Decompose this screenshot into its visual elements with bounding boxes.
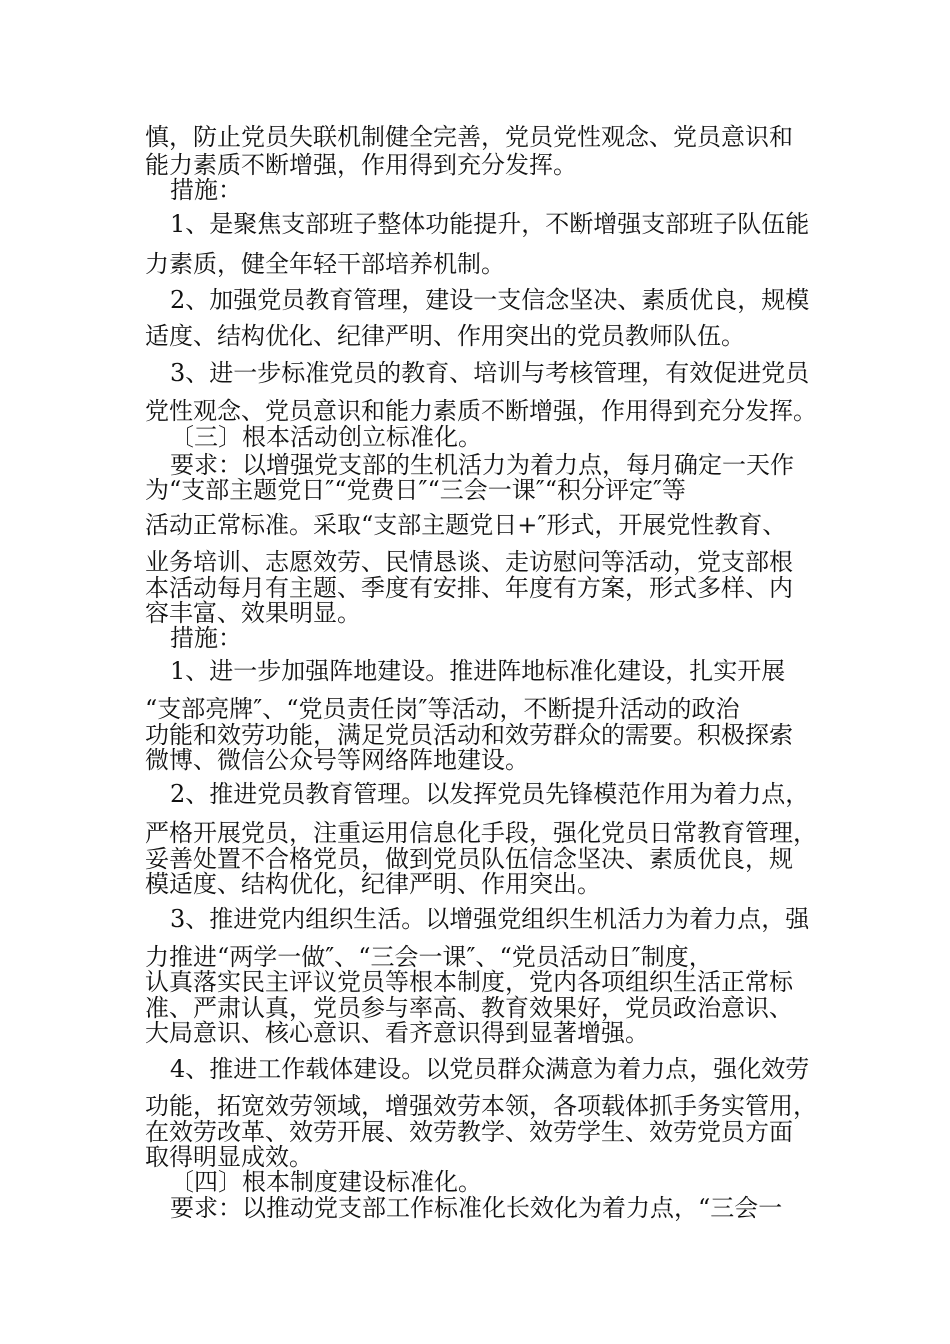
text-line: 要求：以增强党支部的生机活力为着力点，每月确定一天作 (170, 451, 794, 479)
text-line: 活动正常标准。采取“支部主题党日+″形式，开展党性教育、 (145, 511, 787, 539)
text-line: 大局意识、核心意识、看齐意识得到显著增强。 (145, 1019, 649, 1047)
text-line: 4、推进工作载体建设。以党员群众满意为着力点，强化效劳 (170, 1055, 810, 1083)
section-heading: 〔四〕根本制度建设标准化。 (170, 1168, 482, 1196)
text-line: 能力素质不断增强，作用得到充分发挥。 (145, 151, 577, 179)
text-line: 功能，拓宽效劳领域，增强效劳本领，各项载体抓手务实管用， (145, 1092, 817, 1120)
text-line: 取得明显成效。 (145, 1143, 313, 1171)
text-line: 要求：以推动党支部工作标准化长效化为着力点，“三会一 (170, 1194, 783, 1222)
text-line: 认真落实民主评议党员等根本制度，党内各项组织生活正常标 (145, 968, 793, 996)
text-line: 模适度、结构优化，纪律严明、作用突出。 (145, 870, 601, 898)
text-line: 容丰富、效果明显。 (145, 599, 361, 627)
text-line: 2、加强党员教育管理，建设一支信念坚决、素质优良，规模 (170, 286, 810, 314)
text-line: 本活动每月有主题、季度有安排、年度有方案，形式多样、内 (145, 574, 793, 602)
text-line: 为“支部主题党日″“党费日″“三会一课″“积分评定″等 (145, 476, 686, 504)
text-line: “支部亮牌″、“党员责任岗″等活动，不断提升活动的政治 (145, 695, 740, 723)
text-line: 2、推进党员教育管理。以发挥党员先锋模范作用为着力点， (170, 780, 810, 808)
text-line: 1、是聚焦支部班子整体功能提升，不断增强支部班子队伍能 (170, 210, 810, 238)
text-line: 力素质，健全年轻干部培养机制。 (145, 250, 505, 278)
text-line: 功能和效劳功能，满足党员活动和效劳群众的需要。积极探索 (145, 721, 793, 749)
text-line: 在效劳改革、效劳开展、效劳教学、效劳学生、效劳党员方面 (145, 1118, 793, 1146)
text-line: 党性观念、党员意识和能力素质不断增强，作用得到充分发挥。 (145, 397, 817, 425)
text-line: 慎，防止党员失联机制健全完善，党员党性观念、党员意识和 (145, 123, 793, 151)
text-line: 业务培训、志愿效劳、民情恳谈、走访慰问等活动，党支部根 (145, 548, 793, 576)
text-line: 适度、结构优化、纪律严明、作用突出的党员教师队伍。 (145, 322, 745, 350)
text-line: 准、严肃认真，党员参与率高、教育效果好，党员政治意识、 (145, 994, 793, 1022)
text-line: 1、进一步加强阵地建设。推进阵地标准化建设，扎实开展 (170, 657, 786, 685)
text-line: 力推进“两学一做″、“三会一课″、“党员活动日″制度， (145, 943, 713, 971)
text-line: 3、推进党内组织生活。以增强党组织生机活力为着力点，强 (170, 905, 810, 933)
text-line: 措施： (170, 624, 242, 652)
text-line: 严格开展党员，注重运用信息化手段，强化党员日常教育管理， (145, 819, 817, 847)
text-line: 妥善处置不合格党员，做到党员队伍信念坚决、素质优良，规 (145, 845, 793, 873)
text-line: 微博、微信公众号等网络阵地建设。 (145, 746, 529, 774)
text-line: 措施： (170, 176, 242, 204)
text-line: 3、进一步标准党员的教育、培训与考核管理，有效促进党员 (170, 359, 810, 387)
section-heading: 〔三〕根本活动创立标准化。 (170, 423, 482, 451)
